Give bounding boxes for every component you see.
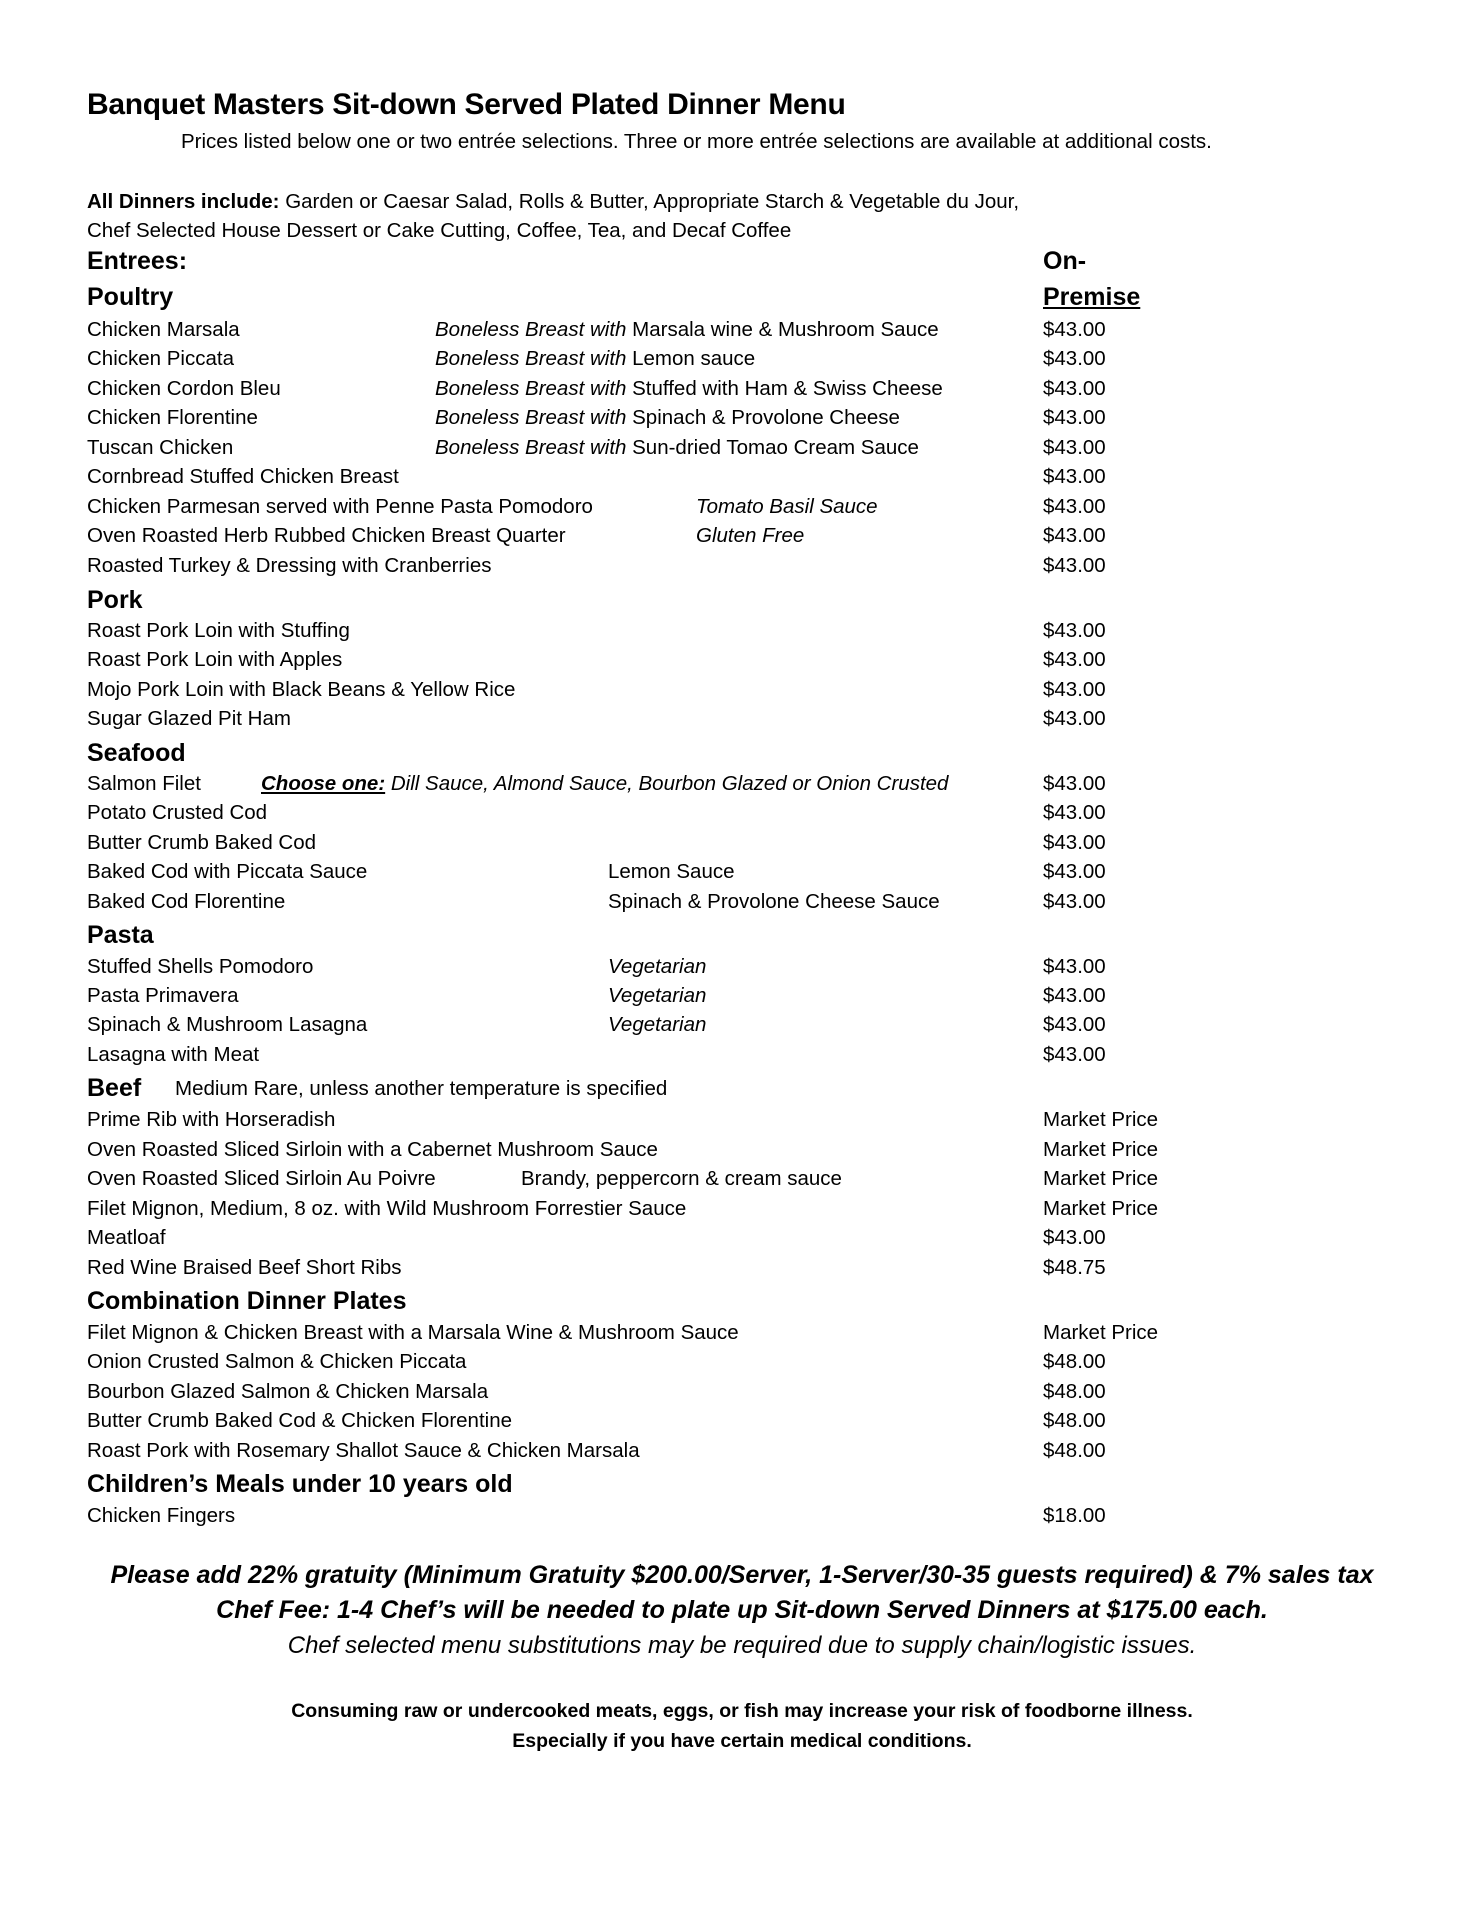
item-note: Brandy, peppercorn & cream sauce <box>521 1167 842 1190</box>
beef-temperature-note: Medium Rare, unless another temperature is specified <box>175 1077 668 1100</box>
item-price: Market Price <box>1043 1167 1159 1190</box>
item-name: Pasta Primavera <box>87 984 239 1007</box>
item-name: Prime Rib with Horseradish <box>87 1108 336 1131</box>
item-name: Filet Mignon & Chicken Breast with a Marsala Wine & Mushroom Sauce <box>87 1321 739 1344</box>
item-name: Tuscan Chicken <box>87 436 234 459</box>
item-name: Oven Roasted Sliced Sirloin Au Poivre <box>87 1167 436 1190</box>
item-description: Boneless Breast with Marsala wine & Mushroom Sauce <box>435 318 939 341</box>
item-description: Boneless Breast with Stuffed with Ham & Swiss Cheese <box>435 377 943 400</box>
menu-item <box>0 619 1484 649</box>
section-heading-children: Children’s Meals under 10 years old <box>87 1470 513 1498</box>
includes-label: All Dinners include: <box>87 190 280 213</box>
item-name: Butter Crumb Baked Cod & Chicken Florentine <box>87 1409 513 1432</box>
item-price: $43.00 <box>1043 524 1106 547</box>
chef-fee-note: Chef Fee: 1-4 Chef’s will be needed to plate up Sit-down Served Dinners at $175.00 each. <box>216 1596 1268 1624</box>
menu-item <box>0 890 1484 920</box>
item-price: $43.00 <box>1043 1043 1106 1066</box>
menu-item <box>0 465 1484 495</box>
section-heading-poultry: Poultry <box>87 283 174 311</box>
includes-line-2: Chef Selected House Dessert or Cake Cutting, Coffee, Tea, and Decaf Coffee <box>87 219 792 242</box>
item-note: Spinach & Provolone Cheese Sauce <box>608 890 940 913</box>
item-price: Market Price <box>1043 1108 1159 1131</box>
item-price: $43.00 <box>1043 955 1106 978</box>
item-name: Onion Crusted Salmon & Chicken Piccata <box>87 1350 467 1373</box>
entrees-label: Entrees: <box>87 247 188 275</box>
item-name: Chicken Marsala <box>87 318 240 341</box>
item-name: Meatloaf <box>87 1226 166 1249</box>
item-price: Market Price <box>1043 1321 1159 1344</box>
item-price: $48.00 <box>1043 1350 1106 1373</box>
item-price: $18.00 <box>1043 1504 1106 1527</box>
item-name: Baked Cod Florentine <box>87 890 286 913</box>
item-price: $43.00 <box>1043 495 1106 518</box>
item-name: Cornbread Stuffed Chicken Breast <box>87 465 399 488</box>
menu-item <box>0 1321 1484 1351</box>
menu-item <box>0 1380 1484 1410</box>
item-price: $43.00 <box>1043 619 1106 642</box>
item-note: Lemon Sauce <box>608 860 735 883</box>
item-price: $43.00 <box>1043 860 1106 883</box>
item-options: Choose one: Dill Sauce, Almond Sauce, Bourbon Glazed or Onion Crusted <box>261 772 949 795</box>
item-name: Chicken Piccata <box>87 347 234 370</box>
item-price: $48.00 <box>1043 1409 1106 1432</box>
item-name: Roast Pork with Rosemary Shallot Sauce & Chicken Marsala <box>87 1439 640 1462</box>
item-name: Stuffed Shells Pomodoro <box>87 955 314 978</box>
item-price: $43.00 <box>1043 377 1106 400</box>
menu-item <box>0 1167 1484 1197</box>
menu-item <box>0 524 1484 554</box>
item-price: $43.00 <box>1043 772 1106 795</box>
item-price: $43.00 <box>1043 648 1106 671</box>
item-price: $48.00 <box>1043 1439 1106 1462</box>
menu-item <box>0 1043 1484 1073</box>
item-note: Vegetarian <box>608 1013 707 1036</box>
item-description: Boneless Breast with Lemon sauce <box>435 347 756 370</box>
item-name: Baked Cod with Piccata Sauce <box>87 860 368 883</box>
item-name: Butter Crumb Baked Cod <box>87 831 317 854</box>
item-price: $43.00 <box>1043 984 1106 1007</box>
section-heading-pork: Pork <box>87 586 143 614</box>
item-name: Chicken Fingers <box>87 1504 236 1527</box>
section-heading-beef: Beef <box>87 1074 142 1102</box>
item-price: $43.00 <box>1043 1013 1106 1036</box>
item-name: Roasted Turkey & Dressing with Cranberries <box>87 554 492 577</box>
menu-item <box>0 377 1484 407</box>
menu-item <box>0 1138 1484 1168</box>
menu-item <box>0 1439 1484 1469</box>
item-name: Roast Pork Loin with Stuffing <box>87 619 350 642</box>
item-price: $43.00 <box>1043 465 1106 488</box>
item-name: Spinach & Mushroom Lasagna <box>87 1013 368 1036</box>
item-name: Oven Roasted Herb Rubbed Chicken Breast Quarter <box>87 524 566 547</box>
menu-item <box>0 1108 1484 1138</box>
item-price: $43.00 <box>1043 1226 1106 1249</box>
menu-item <box>0 1197 1484 1227</box>
food-safety-warning-2: Especially if you have certain medical conditions. <box>512 1730 972 1752</box>
item-price: $43.00 <box>1043 707 1106 730</box>
pricing-note: Prices listed below one or two entrée selections. Three or more entrée selections are available at additional costs. <box>181 130 1212 153</box>
item-name: Filet Mignon, Medium, 8 oz. with Wild Mushroom Forrestier Sauce <box>87 1197 687 1220</box>
substitution-note: Chef selected menu substitutions may be required due to supply chain/logistic issues. <box>287 1632 1197 1659</box>
menu-item <box>0 436 1484 466</box>
menu-item <box>0 406 1484 436</box>
menu-item-salmon <box>0 772 1484 802</box>
menu-item <box>0 495 1484 525</box>
section-heading-seafood: Seafood <box>87 739 186 767</box>
item-price: $48.00 <box>1043 1380 1106 1403</box>
item-note: Vegetarian <box>608 955 707 978</box>
item-name: Oven Roasted Sliced Sirloin with a Cabernet Mushroom Sauce <box>87 1138 658 1161</box>
item-name: Chicken Florentine <box>87 406 258 429</box>
item-note: Vegetarian <box>608 984 707 1007</box>
item-name: Roast Pork Loin with Apples <box>87 648 343 671</box>
menu-item <box>0 707 1484 737</box>
menu-item <box>0 678 1484 708</box>
item-name: Potato Crusted Cod <box>87 801 268 824</box>
item-price: $43.00 <box>1043 318 1106 341</box>
item-price: $43.00 <box>1043 678 1106 701</box>
menu-item <box>0 1350 1484 1380</box>
page-title: Banquet Masters Sit-down Served Plated Dinner Menu <box>87 88 846 121</box>
item-name: Salmon Filet <box>87 772 201 795</box>
item-price: $43.00 <box>1043 801 1106 824</box>
menu-item <box>0 984 1484 1014</box>
item-name: Red Wine Braised Beef Short Ribs <box>87 1256 402 1279</box>
item-price: $43.00 <box>1043 890 1106 913</box>
menu-item <box>0 554 1484 584</box>
menu-item <box>0 1256 1484 1286</box>
includes-text-1: Garden or Caesar Salad, Rolls & Butter, Appropriate Starch & Vegetable du Jour, <box>279 190 1020 213</box>
menu-item <box>0 955 1484 985</box>
item-name: Sugar Glazed Pit Ham <box>87 707 291 730</box>
menu-item <box>0 801 1484 831</box>
section-heading-pasta: Pasta <box>87 921 154 949</box>
item-price: $43.00 <box>1043 347 1106 370</box>
item-price: $48.75 <box>1043 1256 1106 1279</box>
item-note: Gluten Free <box>696 524 805 547</box>
item-price: $43.00 <box>1043 554 1106 577</box>
menu-item <box>0 318 1484 348</box>
item-name: Lasagna with Meat <box>87 1043 260 1066</box>
item-name: Mojo Pork Loin with Black Beans & Yellow Rice <box>87 678 516 701</box>
item-name: Bourbon Glazed Salmon & Chicken Marsala <box>87 1380 489 1403</box>
section-heading-combination: Combination Dinner Plates <box>87 1287 407 1315</box>
item-note: Tomato Basil Sauce <box>696 495 878 518</box>
gratuity-note: Please add 22% gratuity (Minimum Gratuity $200.00/Server, 1-Server/30-35 guests required) & 7% sales tax <box>110 1561 1374 1589</box>
menu-item <box>0 1409 1484 1439</box>
menu-item <box>0 1504 1484 1534</box>
item-description: Boneless Breast with Sun-dried Tomao Cream Sauce <box>435 436 919 459</box>
item-name: Chicken Cordon Bleu <box>87 377 281 400</box>
food-safety-warning: Consuming raw or undercooked meats, eggs, or fish may increase your risk of foodborne illness. <box>291 1700 1193 1722</box>
menu-item <box>0 860 1484 890</box>
item-price: $43.00 <box>1043 831 1106 854</box>
menu-item <box>0 648 1484 678</box>
item-price: $43.00 <box>1043 436 1106 459</box>
includes-line-1 <box>87 190 1019 214</box>
item-price: Market Price <box>1043 1138 1159 1161</box>
menu-item <box>0 1226 1484 1256</box>
item-price: $43.00 <box>1043 406 1106 429</box>
price-column-header-1: On- <box>1043 247 1087 275</box>
item-description: Boneless Breast with Spinach & Provolone Cheese <box>435 406 900 429</box>
menu-item <box>0 1013 1484 1043</box>
menu-item <box>0 347 1484 377</box>
item-name: Chicken Parmesan served with Penne Pasta Pomodoro <box>87 495 593 518</box>
menu-item <box>0 831 1484 861</box>
price-column-header-2: Premise <box>1043 283 1141 311</box>
item-price: Market Price <box>1043 1197 1159 1220</box>
